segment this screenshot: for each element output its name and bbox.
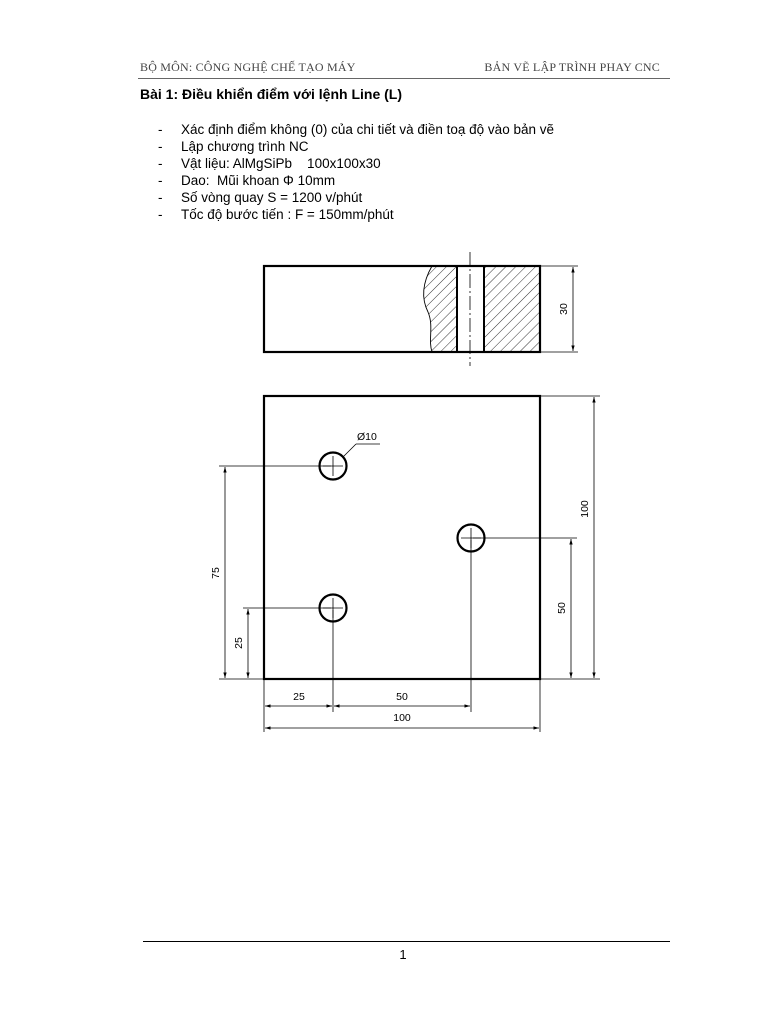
header-department: BỘ MÔN: CÔNG NGHỆ CHẾ TẠO MÁY [140,60,356,74]
list-item-text: Xác định điểm không (0) của chi tiết và điền toạ độ vào bản vẽ [181,122,554,137]
top-view-outline [264,396,540,679]
dimension-label-25-vertical: 25 [233,637,245,649]
list-item-text: Tốc độ bước tiến : F = 150mm/phút [181,207,394,222]
dimension-label-25-horizontal: 25 [293,691,305,703]
dimension-label-50-vertical: 50 [556,602,568,614]
dimension-label-75: 75 [210,567,222,579]
diameter-leader [343,444,356,457]
bullet-dash: - [158,139,163,154]
bullet-dash: - [158,190,163,205]
dimension-label-100-horizontal: 100 [393,712,411,724]
top-plan-view [210,396,600,732]
dimension-label-50-horizontal: 50 [396,691,408,703]
diameter-label: Ø10 [357,431,377,443]
page-number: 1 [399,947,407,962]
exercise-title: Bài 1: Điều khiển điểm với lệnh Line (L) [140,86,402,102]
thickness-label: 30 [558,303,570,315]
dimension-label-100-vertical: 100 [579,500,591,518]
bullet-dash: - [158,156,163,171]
hatch-left-broken [424,266,457,352]
list-item-text: Số vòng quay S = 1200 v/phút [181,190,363,205]
hatch-right [484,266,540,352]
bullet-dash: - [158,173,163,188]
list-item-text: Dao: Mũi khoan Φ 10mm [181,173,336,188]
list-item-text: Vật liệu: AlMgSiPb 100x100x30 [181,156,381,171]
header-document-title: BẢN VẼ LẬP TRÌNH PHAY CNC [484,60,660,74]
list-item-text: Lập chương trình NC [181,139,309,154]
bullet-dash: - [158,207,163,222]
footer-rule [143,941,670,942]
side-section-view [264,252,578,366]
bullet-dash: - [158,122,163,137]
